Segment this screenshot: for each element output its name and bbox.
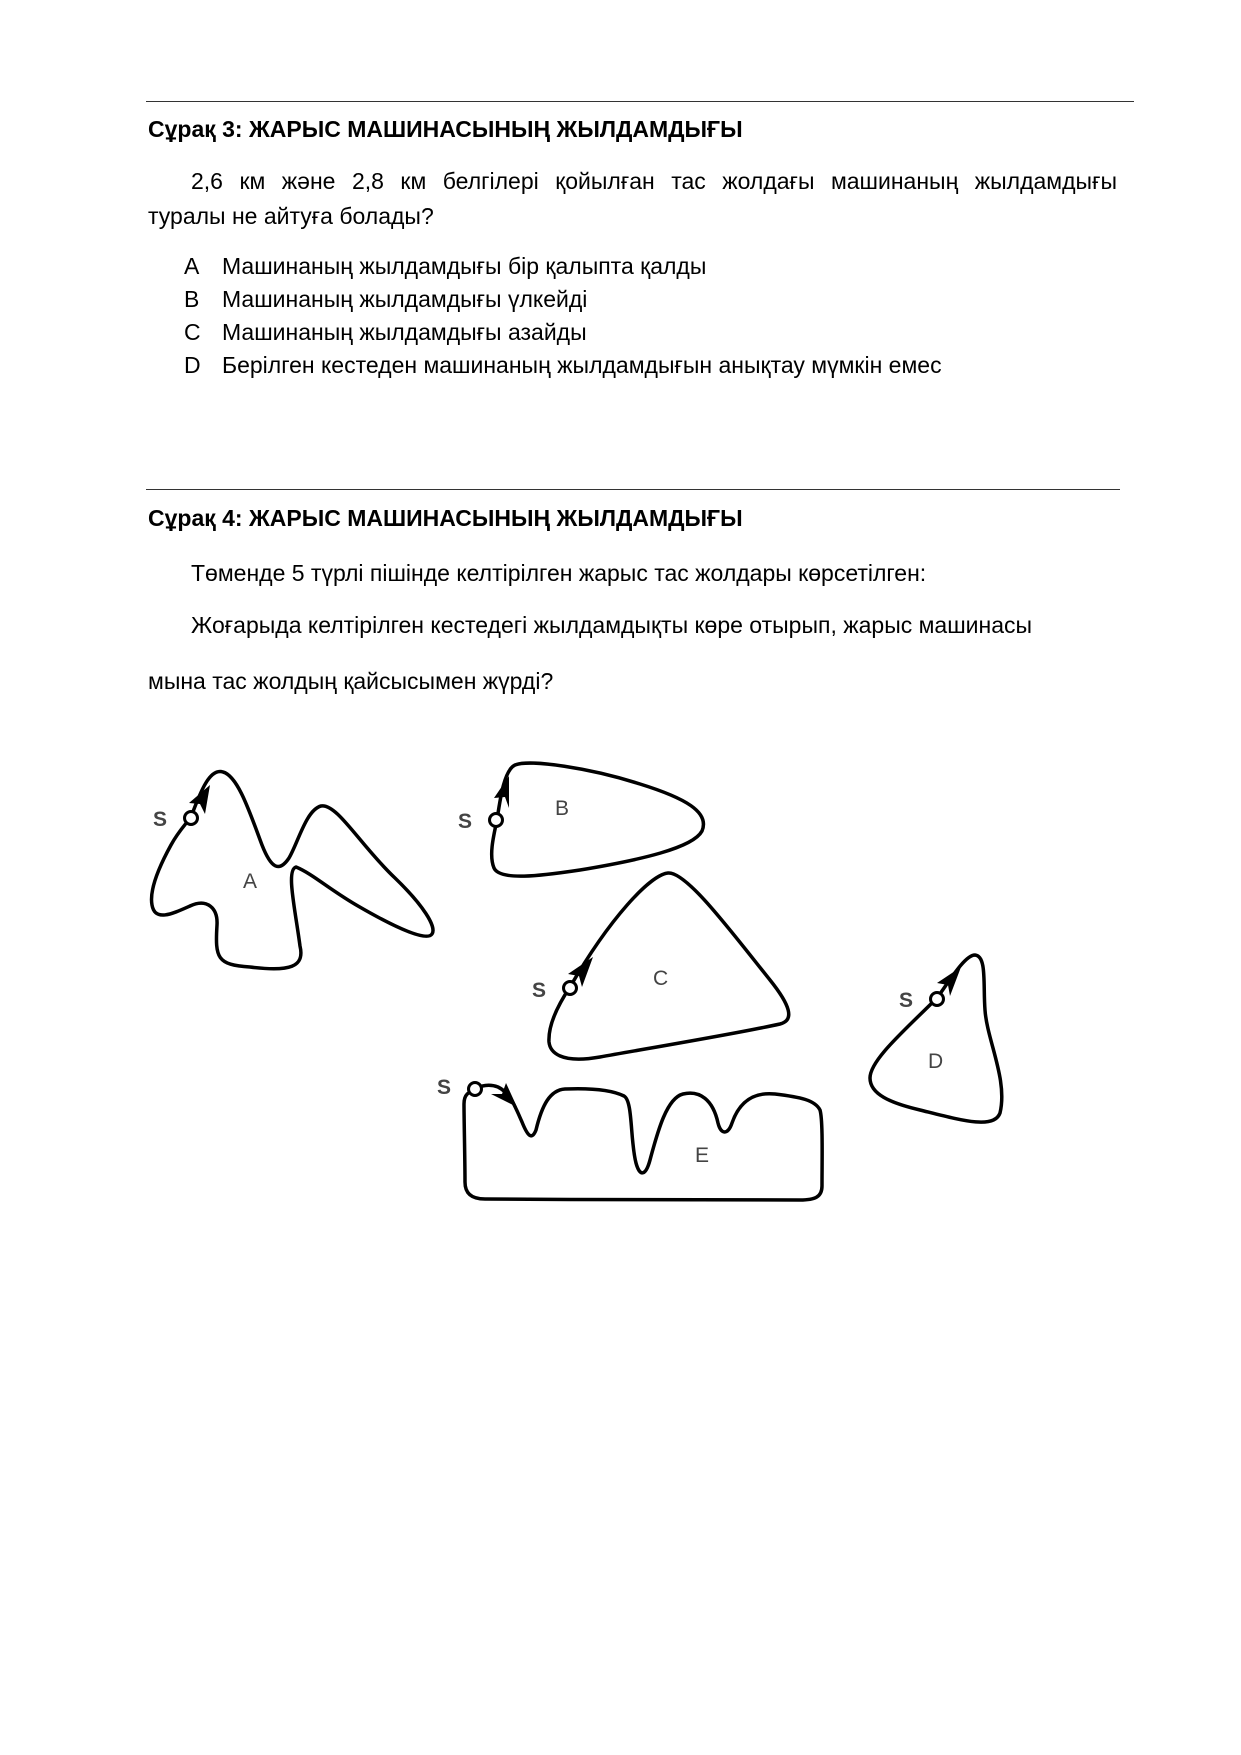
option-text: Машинаның жылдамдығы үлкейді — [222, 286, 588, 312]
track-d-start-label: S — [899, 989, 914, 1012]
option-text: Машинаның жылдамдығы азайды — [222, 319, 587, 345]
track-a-label: A — [243, 870, 258, 893]
option-text: Машинаның жылдамдығы бір қалыпта қалды — [222, 253, 707, 279]
track-b — [458, 763, 703, 876]
option-letter: A — [184, 253, 200, 279]
track-c-start-point — [564, 982, 577, 995]
option-letter: B — [184, 286, 200, 312]
q4-title: Сұрақ 4: ЖАРЫС МАШИНАСЫНЫҢ ЖЫЛДАМДЫҒЫ — [148, 505, 743, 531]
option-text: Берілген кестеден машинаның жылдамдығын анықтау мүмкін емес — [222, 352, 942, 378]
q4-intro: Төменде 5 түрлі пішінде келтірілген жарыс тас жолдары көрсетілген: — [191, 560, 927, 586]
track-c-start-label: S — [532, 979, 547, 1002]
track-e-label: E — [695, 1144, 710, 1167]
track-a-start-point — [185, 812, 198, 825]
track-b-start-label: S — [458, 810, 473, 833]
track-a-start-label: S — [153, 808, 168, 831]
track-d — [870, 955, 1002, 1122]
track-a — [151, 772, 432, 969]
track-e-start-label: S — [437, 1076, 452, 1099]
q4-question-line2: мына тас жолдың қайсысымен жүрді? — [148, 668, 554, 694]
q4-question-line1: Жоғарыда келтірілген кестедегі жылдамдықты көре отырып, жарыс машинасы — [191, 612, 1033, 638]
track-b-label: B — [555, 797, 570, 820]
track-e — [437, 1076, 822, 1200]
track-b-direction-arrow — [494, 776, 509, 808]
q3-title: Сұрақ 3: ЖАРЫС МАШИНАСЫНЫҢ ЖЫЛДАМДЫҒЫ — [148, 116, 743, 142]
track-d-label: D — [928, 1050, 944, 1073]
option-letter: C — [184, 319, 201, 345]
track-d-start-point — [931, 993, 944, 1006]
track-e-start-point — [469, 1083, 482, 1096]
q3-question-line2: туралы не айтуға болады? — [148, 203, 434, 229]
track-b-start-point — [490, 814, 503, 827]
option-letter: D — [184, 352, 201, 378]
track-c — [532, 873, 789, 1059]
q3-question-line1: 2,6 км және 2,8 км белгілері қойылған тас жолдағы машинаның жылдамдығы — [191, 168, 1117, 194]
track-c-label: C — [653, 967, 669, 990]
